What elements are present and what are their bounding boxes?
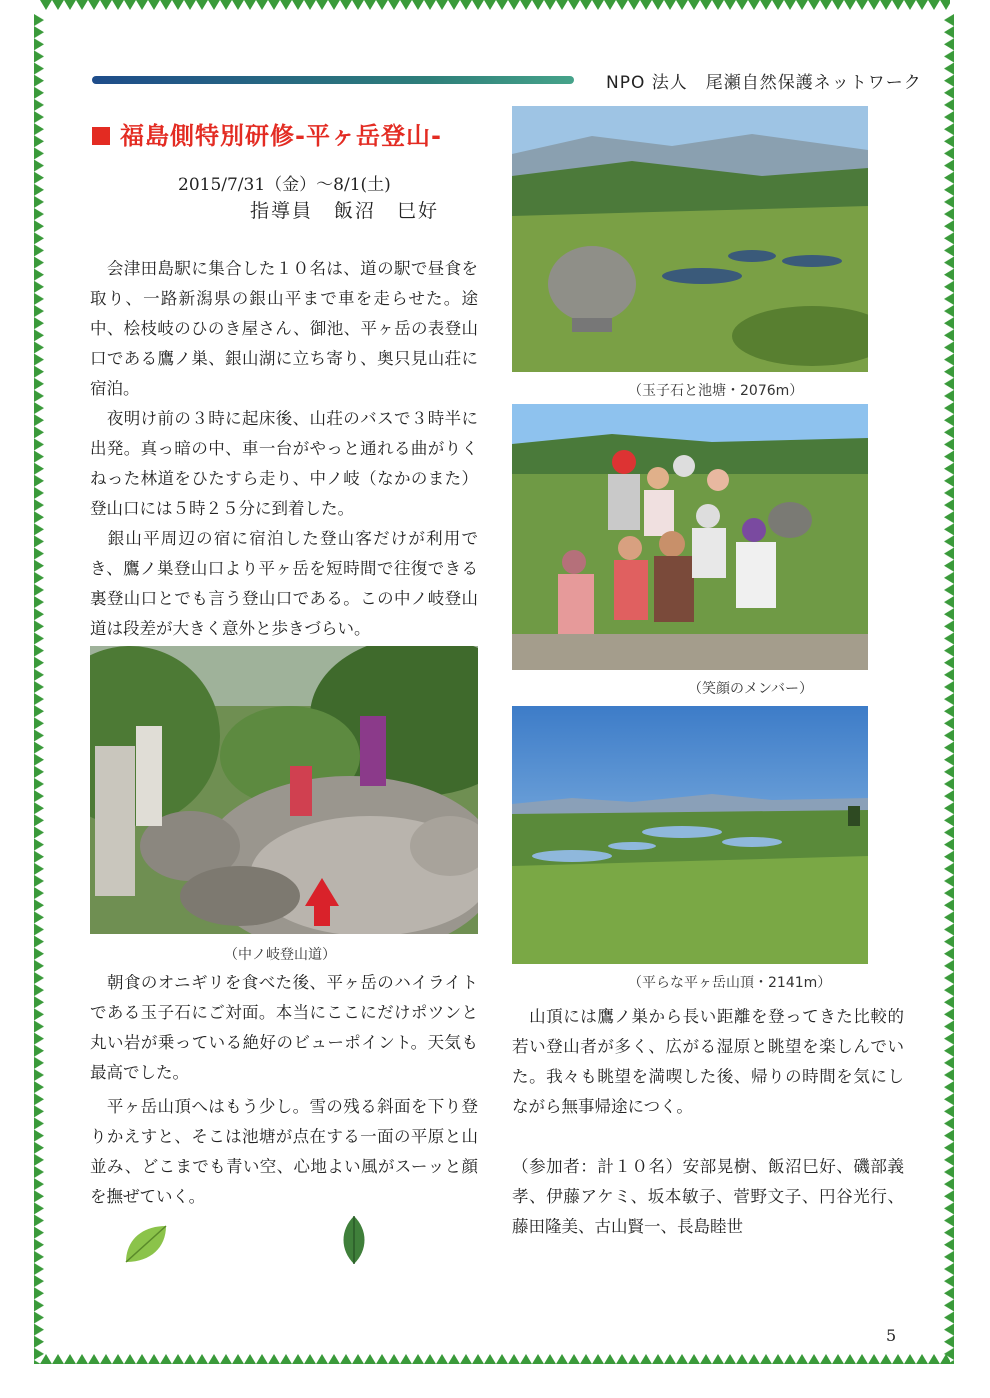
paragraph-trailhead: 銀山平周辺の宿に宿泊した登山客だけが利用でき、鷹ノ巣登山口より平ヶ岳を短時間で往復できる裏登山口とでも言う登山口である。この中ノ岐登山道は段差が大きく意外と歩きづらい。	[90, 529, 478, 638]
caption-summit: （平らな平ヶ岳山頂・2141m）	[628, 975, 832, 991]
paragraph-participants: （参加者：計１０名）安部晃樹、飯沼巳好、磯部義孝、伊藤アケミ、坂本敏子、菅野文子、円谷光行、藤田隆美、古山賢一、長島睦世	[512, 1157, 904, 1236]
summit-photo	[512, 706, 868, 964]
leaf-icon	[122, 1222, 170, 1266]
trail-photo	[90, 646, 478, 934]
paragraph-arrival: 会津田島駅に集合した１０名は、道の駅で昼食を取り、一路新潟県の銀山平まで車を走らせた。途中、桧枝岐のひのき屋さん、御池、平ヶ岳の表登山口である鷹ノ巣、銀山湖に立ち寄り、奥只見山荘に宿泊。	[90, 259, 478, 398]
paragraph-departure: 夜明け前の３時に起床後、山荘のバスで３時半に出発。真っ暗の中、車一台がやっと通れる曲がりくねった林道をひたすら走り、中ノ岐（なかのまた）登山口には５時２５分に到着した。	[90, 409, 478, 518]
left-border	[34, 14, 48, 1364]
caption-members: （笑顔のメンバー）	[688, 681, 814, 697]
title-square-icon	[92, 127, 110, 145]
top-border	[40, 0, 950, 14]
article-date: 2015/7/31（金）～8/1(土)	[178, 175, 391, 195]
org-name: NPO 法人 尾瀬自然保護ネットワーク	[606, 73, 922, 93]
article-author: 指導員 飯沼 巳好	[250, 200, 440, 222]
paragraph-summit: 山頂には鷹ノ巣から長い距離を登ってきた比較的若い登山者が多く、広がる湿原と眺望を楽しんでいた。我々も眺望を満喫した後、帰りの時間を気にしながら無事帰途につく。	[512, 1007, 904, 1116]
egg-stone-photo	[512, 106, 868, 372]
caption-egg-stone: （玉子石と池塘・2076m）	[628, 383, 804, 399]
members-photo	[512, 404, 868, 670]
page-number: 5	[886, 1326, 897, 1345]
article-title-text: 福島側特別研修-平ヶ岳登山-	[120, 122, 442, 150]
article-title	[92, 116, 442, 151]
leaf-icon-dark	[338, 1214, 370, 1266]
right-border	[940, 14, 954, 1364]
paragraph-summit-approach: 平ヶ岳山頂へはもう少し。雪の残る斜面を下り登りかえすと、そこは池塘が点在する一面の平原と山並み、どこまでも青い空、心地よい風がスーッと顔を撫ぜていく。	[90, 1097, 478, 1206]
paragraph-egg-stone: 朝食のオニギリを食べた後、平ヶ岳のハイライトである玉子石にご対面。本当にここにだけポツンと丸い岩が乗っている絶好のビューポイント。天気も最高でした。	[90, 973, 478, 1082]
caption-trail: （中ノ岐登山道）	[224, 947, 336, 963]
header-bar	[92, 76, 574, 84]
bottom-border	[40, 1350, 950, 1364]
